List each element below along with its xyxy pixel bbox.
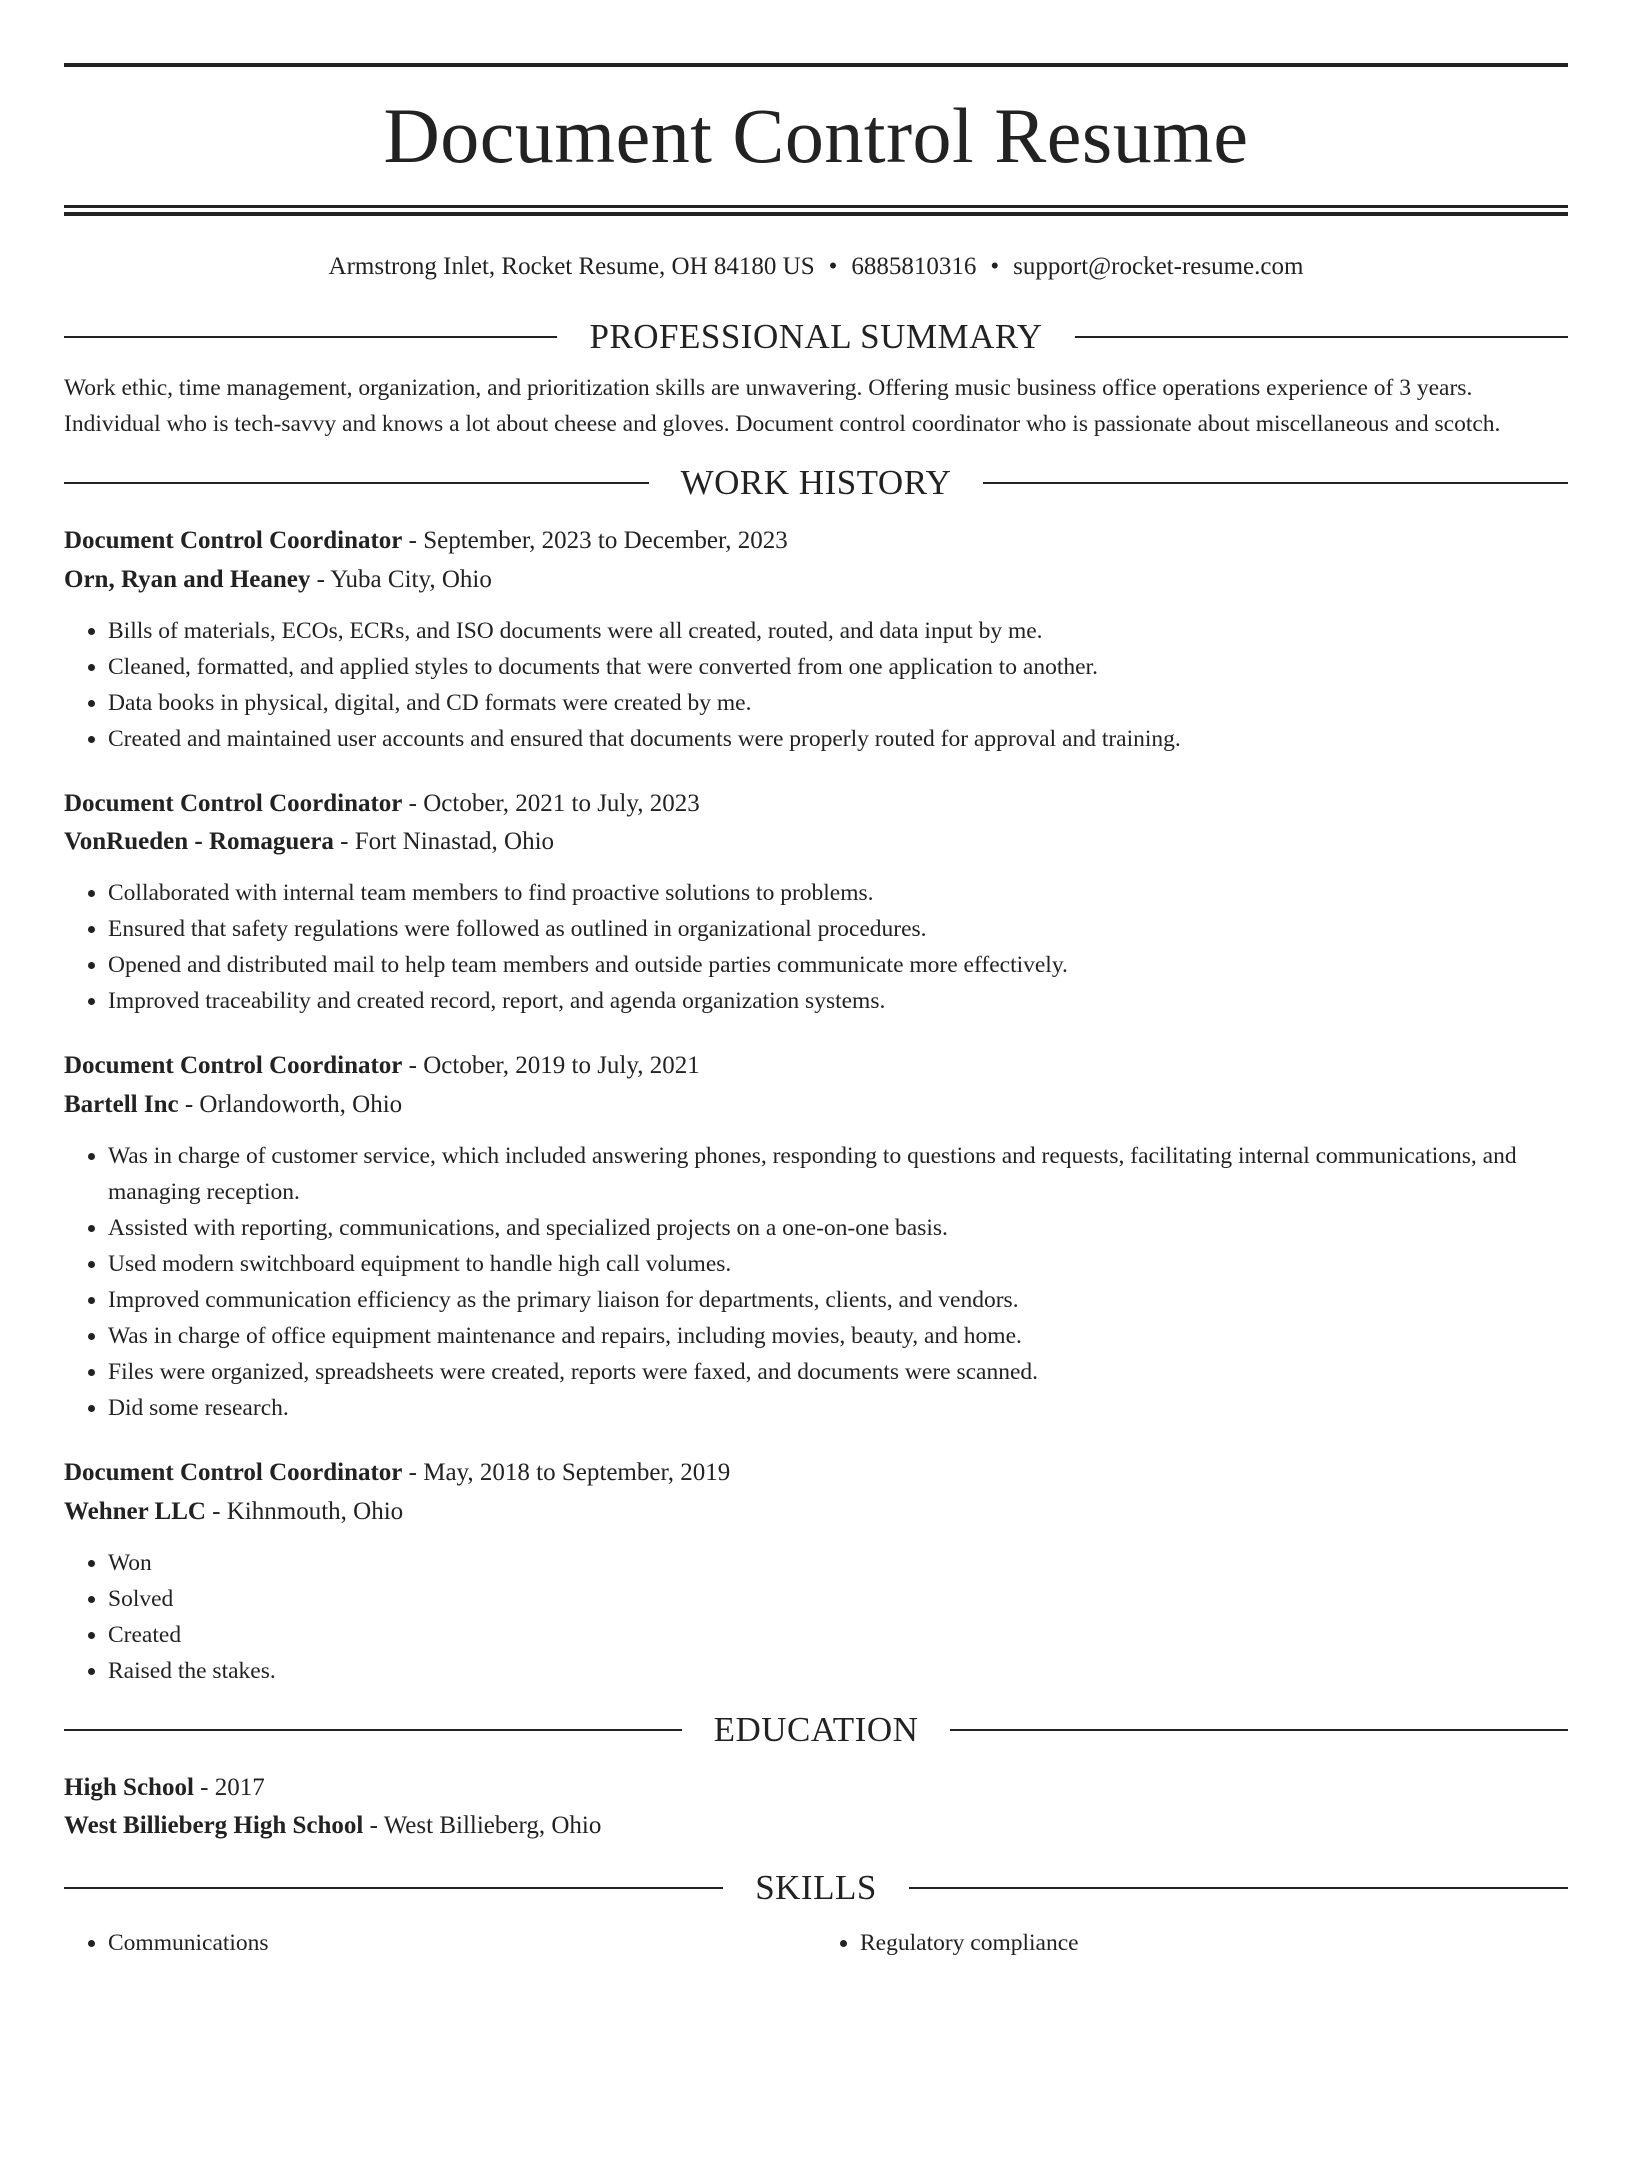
job-company: Wehner LLC — [64, 1497, 206, 1525]
section-heading-skills — [64, 1867, 1568, 1909]
job-location: - Yuba City, Ohio — [310, 565, 492, 593]
contact-email: support@rocket-resume.com — [1013, 252, 1304, 280]
section-heading-work-history — [64, 462, 1568, 504]
education-school: West Billieberg High School — [64, 1811, 364, 1839]
heading-rule-right — [909, 1887, 1568, 1889]
skill-item: • Communications — [108, 1925, 816, 1961]
heading-rule-right — [950, 1729, 1568, 1731]
job-entry — [64, 526, 1568, 757]
list-item: • Improved traceability and created record, report, and agenda organization systems. — [108, 983, 1568, 1019]
job-bullets — [64, 1545, 1568, 1689]
job-company: Orn, Ryan and Heaney — [64, 565, 311, 593]
job-entry — [64, 789, 1568, 1019]
job-location: - Fort Ninastad, Ohio — [333, 827, 555, 855]
job-company-line — [64, 827, 1568, 857]
job-company-line — [64, 1497, 1568, 1527]
list-item: • Did some research. — [108, 1390, 1568, 1426]
section-heading-education — [64, 1709, 1568, 1751]
list-item: • Solved — [108, 1581, 1568, 1617]
heading-rule-right — [983, 482, 1568, 484]
job-company-line — [64, 1090, 1568, 1120]
skills-list-right — [816, 1925, 1568, 1961]
job-dates: - September, 2023 to December, 2023 — [402, 526, 788, 554]
list-item: • Was in charge of office equipment maintenance and repairs, including movies, beauty, and home. — [108, 1318, 1568, 1354]
section-heading-label: EDUCATION — [713, 1709, 919, 1749]
job-bullets — [64, 875, 1568, 1019]
list-item: • Bills of materials, ECOs, ECRs, and ISO documents were all created, routed, and data input by me. — [108, 613, 1568, 649]
job-company-line — [64, 565, 1568, 595]
list-item: • Raised the stakes. — [108, 1653, 1568, 1689]
job-title-line — [64, 789, 1568, 819]
section-heading-summary — [64, 316, 1568, 358]
job-title: Document Control Coordinator — [64, 526, 403, 554]
list-item: • Files were organized, spreadsheets were created, reports were faxed, and documents were scanned. — [108, 1354, 1568, 1390]
list-item: • Won — [108, 1545, 1568, 1581]
education-degree: High School — [64, 1773, 194, 1801]
contact-line — [64, 252, 1568, 282]
job-bullets — [64, 613, 1568, 757]
education-entry — [64, 1773, 1568, 1841]
heading-rule-left — [64, 336, 557, 338]
skills-grid — [64, 1925, 1568, 1961]
list-item: • Was in charge of customer service, which included answering phones, responding to questions and requests, facilitating internal communications, and managing reception. — [108, 1138, 1568, 1210]
job-dates: - October, 2021 to July, 2023 — [402, 789, 700, 817]
job-title: Document Control Coordinator — [64, 1458, 403, 1486]
list-item: • Created and maintained user accounts and ensured that documents were properly routed for approval and training. — [108, 721, 1568, 757]
top-rule — [64, 63, 1568, 67]
job-bullets — [64, 1138, 1568, 1426]
education-year: - 2017 — [193, 1773, 265, 1801]
resume-page — [0, 63, 1632, 2175]
section-heading-label: WORK HISTORY — [680, 462, 952, 502]
list-item: • Cleaned, formatted, and applied styles to documents that were converted from one application to another. — [108, 649, 1568, 685]
job-company: Bartell Inc — [64, 1090, 179, 1118]
heading-rule-left — [64, 1887, 723, 1889]
list-item: • Ensured that safety regulations were followed as outlined in organizational procedures. — [108, 911, 1568, 947]
education-degree-line — [64, 1773, 1568, 1803]
list-item: • Opened and distributed mail to help team members and outside parties communicate more effectively. — [108, 947, 1568, 983]
list-item: • Assisted with reporting, communications, and specialized projects on a one-on-one basis. — [108, 1210, 1568, 1246]
heading-rule-left — [64, 1729, 682, 1731]
title-double-rule — [64, 205, 1568, 216]
job-location: - Orlandoworth, Ohio — [178, 1090, 403, 1118]
job-title-line — [64, 1458, 1568, 1488]
education-location: - West Billieberg, Ohio — [363, 1811, 602, 1839]
job-location: - Kihnmouth, Ohio — [205, 1497, 404, 1525]
contact-separator: • — [828, 252, 838, 280]
list-item: • Data books in physical, digital, and CD formats were created by me. — [108, 685, 1568, 721]
list-item: • Collaborated with internal team members to find proactive solutions to problems. — [108, 875, 1568, 911]
job-company: VonRueden - Romaguera — [64, 827, 334, 855]
heading-rule-right — [1075, 336, 1568, 338]
job-title-line — [64, 526, 1568, 556]
skills-list-left — [64, 1925, 816, 1961]
contact-separator: • — [990, 252, 1000, 280]
summary-text: Work ethic, time management, organization, and prioritization skills are unwavering. Offering music business office operations experience of 3 years. Individual who is tech-savvy and knows a lot about cheese and gloves. Document control coordinator who is passionate about miscellaneous and scotch. — [64, 374, 1501, 437]
job-dates: - May, 2018 to September, 2019 — [402, 1458, 731, 1486]
list-item: • Created — [108, 1617, 1568, 1653]
contact-phone: 6885810316 — [851, 252, 977, 280]
education-school-line — [64, 1811, 1568, 1841]
job-entry — [64, 1051, 1568, 1426]
section-heading-label: SKILLS — [755, 1867, 877, 1907]
section-heading-label: PROFESSIONAL SUMMARY — [589, 316, 1043, 356]
list-item: • Improved communication efficiency as the primary liaison for departments, clients, and vendors. — [108, 1282, 1568, 1318]
list-item: • Used modern switchboard equipment to handle high call volumes. — [108, 1246, 1568, 1282]
job-title: Document Control Coordinator — [64, 1051, 403, 1079]
job-entry — [64, 1458, 1568, 1689]
job-title-line — [64, 1051, 1568, 1081]
contact-address: Armstrong Inlet, Rocket Resume, OH 84180 US — [328, 252, 815, 280]
job-dates: - October, 2019 to July, 2021 — [402, 1051, 700, 1079]
heading-rule-left — [64, 482, 649, 484]
skill-item: • Regulatory compliance — [860, 1925, 1568, 1961]
job-title: Document Control Coordinator — [64, 789, 403, 817]
page-title: Document Control Resume — [383, 92, 1249, 179]
